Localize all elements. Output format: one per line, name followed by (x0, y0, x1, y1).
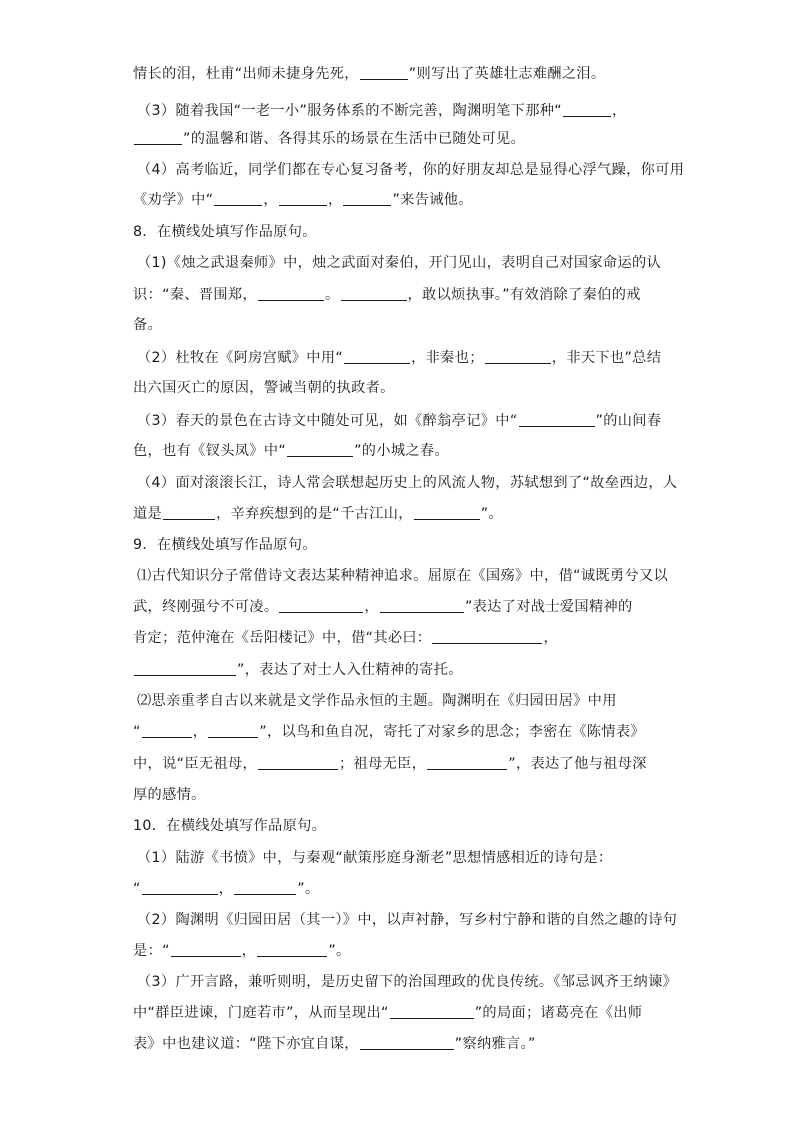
answer-blank[interactable] (279, 190, 327, 206)
text-line: （2）陶渊明《归园田居（其一）》中，以声衬静，写乡村宁静和谐的自然之趣的诗句 (137, 912, 678, 928)
text-line: 是：“ ， ”。 (133, 943, 351, 959)
answer-blank[interactable] (171, 941, 241, 957)
answer-blank[interactable] (234, 879, 296, 895)
text-line: ⑵思亲重孝自古以来就是文学作品永恒的主题。陶渊明在《归园田居》中用 (137, 693, 617, 709)
answer-blank[interactable] (344, 348, 410, 364)
text-line: “ ， ”。 (133, 881, 320, 897)
text-line: （4）面对滚滚长江，诗人常会联想起历史上的风流人物，苏轼想到了“故垒西边，人 (137, 475, 678, 491)
question-heading: 8．在横线处填写作品原句。 (133, 224, 317, 240)
answer-blank[interactable] (360, 64, 408, 80)
answer-blank[interactable] (258, 754, 338, 770)
answer-blank[interactable] (390, 1003, 474, 1019)
answer-blank[interactable] (485, 348, 551, 364)
answer-blank[interactable] (343, 190, 391, 206)
text-line: 出六国灭亡的原因，警诫当朝的执政者。 (133, 380, 395, 396)
answer-blank[interactable] (432, 628, 542, 644)
text-line: 备。 (133, 317, 163, 333)
text-line: 表》中也建议道：“陛下亦宜自谋， ”察纳雅言。” (133, 1036, 536, 1052)
answer-blank[interactable] (414, 504, 480, 520)
answer-blank[interactable] (279, 597, 363, 613)
text-line: 肯定；范仲淹在《岳阳楼记》中，借“其必曰： ， (133, 630, 558, 646)
answer-blank[interactable] (287, 441, 353, 457)
text-line: 情长的泪，杜甫“出师未捷身先死， ”则写出了英雄壮志难酬之泪。 (133, 66, 606, 82)
answer-blank[interactable] (257, 941, 327, 957)
text-line: 色，也有《钗头凤》中“ ”的小城之春。 (133, 443, 450, 459)
answer-blank[interactable] (163, 504, 215, 520)
text-line: （1）陆游《书愤》中，与秦观“献策彤庭身渐老”思想情感相近的诗句是： (137, 850, 613, 866)
answer-blank[interactable] (134, 129, 182, 145)
text-line: （3）随着我国“一老一小”服务体系的不断完善，陶渊明笔下那种“ ， (137, 103, 627, 119)
text-line: （3）春天的景色在古诗文中随处可见，如《醉翁亭记》中“ ”的山间春 (137, 413, 662, 429)
text-line: 武，终刚强兮不可凌。 ， ”表达了对战士爱国精神的 (133, 599, 633, 615)
text-line: 识：“秦、晋围郑， 。 ，敢以烦执事。”有效消除了秦伯的戒 (133, 287, 641, 303)
answer-blank[interactable] (563, 101, 611, 117)
answer-blank[interactable] (258, 285, 324, 301)
text-line: 中“群臣进谏，门庭若市”，从而呈现出“ ”的局面；诸葛亮在《出师 (133, 1005, 643, 1021)
text-line: ”的温馨和谐、各得其乐的场景在生活中已随处可见。 (133, 129, 525, 149)
answer-blank[interactable] (214, 190, 262, 206)
answer-blank[interactable] (142, 722, 192, 738)
answer-blank[interactable] (208, 722, 258, 738)
text-line: （1)《烛之武退秦师》中，烛之武面对秦伯，开门见山，表明自己对国家命运的认 (137, 255, 662, 271)
answer-blank[interactable] (519, 411, 595, 427)
text-line: （3）广开言路，兼听则明，是历史留下的治国理政的优良传统。《邹忌讽齐王纳谏》 (137, 974, 678, 990)
text-line: ”，表达了对士人入仕精神的寄托。 (133, 660, 463, 680)
text-line: 《劝学》中“ ， ， ”来告诫他。 (133, 192, 473, 208)
text-line: ⑴古代知识分子常借诗文表达某种精神追求。屈原在《国殇》中，借“诚既勇兮又以 (137, 568, 669, 584)
text-line: 道是 ，辛弃疾想到的是“千古江山， ”。 (133, 506, 504, 522)
text-line: （4）高考临近，同学们都在专心复习备考，你的好朋友却总是显得心浮气躁，你可用 (137, 162, 685, 178)
answer-blank[interactable] (341, 285, 407, 301)
text-line: 中，说“臣无祖母， ；祖母无臣， ”，表达了他与祖母深 (133, 756, 647, 772)
text-line: 厚的感情。 (133, 787, 206, 803)
answer-blank[interactable] (427, 754, 507, 770)
question-heading: 9．在横线处填写作品原句。 (133, 537, 317, 553)
answer-blank[interactable] (142, 879, 218, 895)
answer-blank[interactable] (134, 660, 236, 676)
answer-blank[interactable] (360, 1034, 454, 1050)
answer-blank[interactable] (380, 597, 464, 613)
question-heading: 10．在横线处填写作品原句。 (133, 818, 327, 834)
text-line: （2）杜牧在《阿房宫赋》中用“ ，非秦也； ，非天下也”总结 (137, 350, 662, 366)
text-line: “ ， ”，以鸟和鱼自况，寄托了对家乡的思念；李密在《陈情表》 (133, 724, 645, 740)
